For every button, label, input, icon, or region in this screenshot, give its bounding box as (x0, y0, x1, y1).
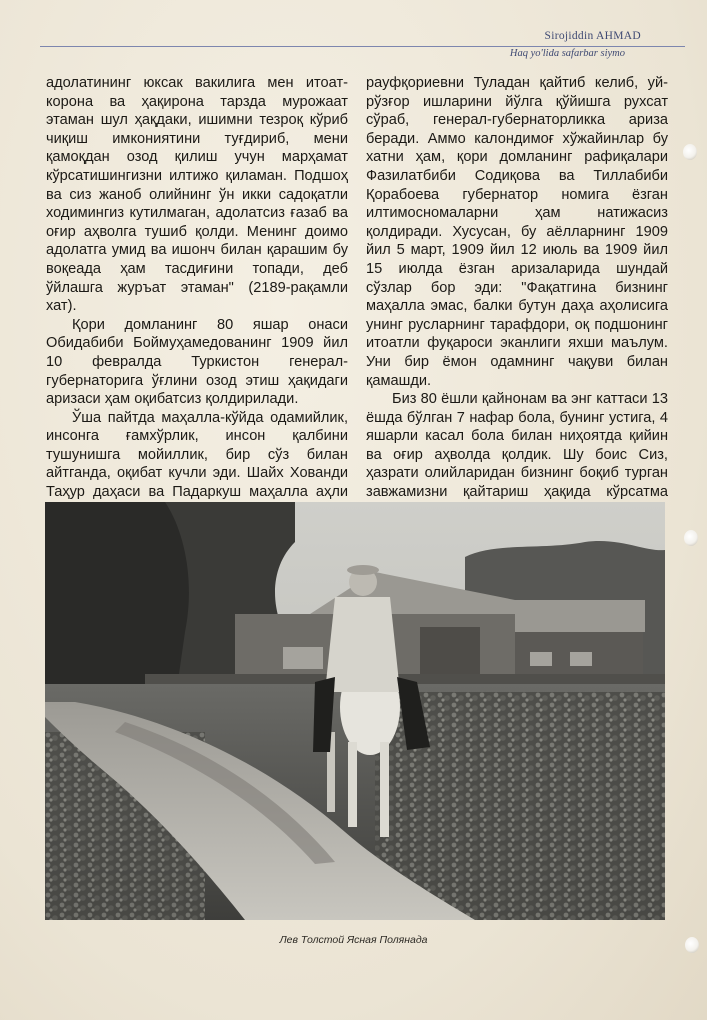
left-column (46, 74, 348, 520)
paragraph: Қори домланинг 80 яшар онаси Обидабиби Боймуҳамедованинг 1909 йил 10 февралда Туркистон генерал-губернаторига ўғлини озод этиш ҳақидаги аризаси ҳам оқибатсиз қолдирилади. (46, 316, 348, 408)
window (570, 652, 592, 666)
rider-cap (347, 565, 379, 575)
paragraph: Ўша пайтда маҳалла-кўйда одамийлик, инсонга ғамхўрлик, инсон қалбини тушунишга мойиллик, бир сўз билан айтганда, оқибат кучли эди. Шайх Хованди Таҳур даҳаси ва Падаркуш маҳалла аҳли (46, 409, 348, 501)
header-rule (40, 46, 685, 47)
paragraph: адолатининг юксак вакилига мен итоат-корона ва ҳақирона тарзда мурожаат этаман шул ҳақдаки, ишимни тезроқ кўриб чиқиш имкониятини туғдириб, мени қамоқдан озод қилиш учун марҳамат кўрсатишингизни илтижо қиламан. Подшоҳ ва сиз жаноб олийнинг ўн икки садоқатли ходимингиз кутилмаган, адолатсиз ғазаб ва оғир аҳволга тушиб қолди. Менинг доимо адолатга умид ва ишонч билан қарашим бу воқеада ҳам тасдиғини топади, деб ўйлашга журъат этаман" (2189-рақамли хат). (46, 75, 348, 315)
binder-hole (683, 144, 697, 160)
binder-hole (685, 937, 699, 953)
paragraph: рауфқориевни Туладан қайтиб келиб, уй-рўзғор ишларини йўлга қўйишга рухсат сўраб, генерал-губернаторликка ариза беради. Аммо калондимоғ хўжайинлар бу хатни ҳам, қори домланинг рафиқалари Фазилатбиби Содиқова ва Тиллабиби Қорабоева губернатор номига ёзган илтимосномаларни ҳам натижасиз қолдиради. Хусусан, бу аёлларнинг 1909 йил 5 март, 1909 йил 12 июль ва 1909 йил 15 июлда ёзган аризаларида шундай сўзлар бор эди: "Фақатгина бизнинг маҳалла эмас, балки бутун даҳа аҳолисига унинг русларнинг тарафдори, оқ подшонинг итоатли фуқароси эканлиги яхши маълум. Уни бир ёмон одамнинг чақуви билан қамашди. (366, 75, 668, 389)
rider-coat (325, 597, 400, 692)
photo-caption: Лев Толстой Ясная Полянада (279, 934, 428, 946)
paragraph: Биз 80 ёшли қайнонам ва энг каттаси 13 ёшда бўлган 7 нафар бола, бунинг устига, 4 яшарли касал бола билан ниҳоятда қийин ва оғир аҳволда қолдик. Шу боис Сиз, ҳазрати олийларидан бизнинг боқиб турган завжамизни қайтариш ҳақида кўрсатма (366, 391, 668, 501)
binder-hole (684, 530, 698, 546)
photo-illustration (45, 502, 665, 920)
running-header (40, 30, 685, 59)
photograph (45, 502, 665, 920)
header-subtitle: Haq yo'lida safarbar siymo (509, 48, 625, 59)
right-column (366, 74, 668, 520)
window (283, 647, 323, 669)
header-author: Sirojiddin AHMAD (544, 30, 641, 42)
window (530, 652, 552, 666)
horse-leg (380, 742, 389, 837)
barn-door (420, 627, 480, 682)
horse-leg (348, 742, 357, 827)
